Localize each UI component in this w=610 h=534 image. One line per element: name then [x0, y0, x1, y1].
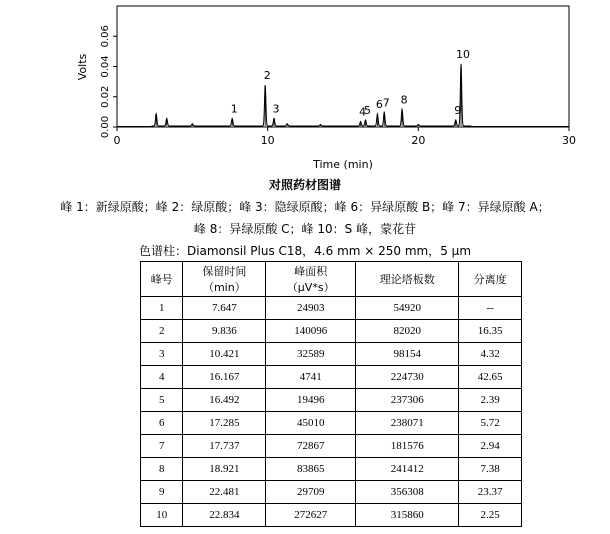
- table-cell: 22.481: [183, 481, 266, 504]
- table-cell: 6: [141, 412, 183, 435]
- table-cell: 18.921: [183, 458, 266, 481]
- table-row: [141, 458, 522, 481]
- table-row: [141, 504, 522, 527]
- table-cell: 2.94: [459, 435, 522, 458]
- x-tick-label: 20: [411, 134, 426, 147]
- table-cell: 29709: [266, 481, 356, 504]
- table-cell: 315860: [356, 504, 459, 527]
- table-cell: 54920: [356, 297, 459, 320]
- table-cell: 22.834: [183, 504, 266, 527]
- table-cell: 24903: [266, 297, 356, 320]
- table-cell: 241412: [356, 458, 459, 481]
- table-cell: 8: [141, 458, 183, 481]
- peak-label: 8: [400, 93, 408, 107]
- table-row: [141, 435, 522, 458]
- table-cell: 45010: [266, 412, 356, 435]
- table-row: [141, 389, 522, 412]
- column-header: 峰面积 （μV*s）: [266, 262, 356, 297]
- table-cell: 356308: [356, 481, 459, 504]
- table-cell: 4: [141, 366, 183, 389]
- table-cell: 9: [141, 481, 183, 504]
- y-tick-label: 0.04: [100, 55, 111, 78]
- column-header: 分离度: [459, 262, 522, 297]
- table-cell: 4.32: [459, 343, 522, 366]
- table-cell: 72867: [266, 435, 356, 458]
- table-cell: 32589: [266, 343, 356, 366]
- table-cell: 42.65: [459, 366, 522, 389]
- table-cell: 237306: [356, 389, 459, 412]
- table-cell: 17.285: [183, 412, 266, 435]
- table-cell: 272627: [266, 504, 356, 527]
- chromatogram-chart: [0, 0, 610, 175]
- table-cell: 10.421: [183, 343, 266, 366]
- peak-label: 10: [456, 47, 471, 61]
- peak-label: 1: [230, 102, 238, 116]
- table-cell: 2: [141, 320, 183, 343]
- table-row: [141, 481, 522, 504]
- table-cell: 19496: [266, 389, 356, 412]
- chart-caption-title: 对照药材图谱: [268, 178, 341, 192]
- chromatogram-trace-group: [117, 64, 569, 127]
- y-tick-label: 0.02: [100, 85, 111, 108]
- table-cell: --: [459, 297, 522, 320]
- table-cell: 140096: [266, 320, 356, 343]
- table-cell: 10: [141, 504, 183, 527]
- column-header: 峰号: [141, 262, 183, 297]
- table-cell: 224730: [356, 366, 459, 389]
- table-cell: 2.25: [459, 504, 522, 527]
- plot-frame: [117, 6, 569, 127]
- peak-legend-line-1: 峰 1：新绿原酸；峰 2：绿原酸；峰 3：隐绿原酸；峰 6：异绿原酸 B；峰 7：异绿原酸 A；: [60, 200, 550, 214]
- table-cell: 5: [141, 389, 183, 412]
- table-cell: 9.836: [183, 320, 266, 343]
- column-header: 保留时间 （min）: [183, 262, 266, 297]
- y-axis-label: Volts: [76, 53, 89, 81]
- peak-label: 2: [263, 69, 271, 83]
- x-tick-label: 0: [113, 134, 121, 147]
- table-row: [141, 412, 522, 435]
- table-cell: 238071: [356, 412, 459, 435]
- table-cell: 98154: [356, 343, 459, 366]
- table-cell: 23.37: [459, 481, 522, 504]
- table-cell: 1: [141, 297, 183, 320]
- x-tick-label: 10: [260, 134, 275, 147]
- x-tick-label: 30: [562, 134, 576, 147]
- table-row: [141, 343, 522, 366]
- table-row: [141, 320, 522, 343]
- x-axis-label: Time (min): [313, 158, 373, 171]
- table-header-row: [141, 262, 522, 297]
- table-cell: 16.35: [459, 320, 522, 343]
- peak-label: 5: [363, 103, 371, 117]
- column-info: 色谱柱：Diamonsil Plus C18，4.6 mm × 250 mm，5 μm: [138, 244, 472, 258]
- peak-legend-line-2: 峰 8：异绿原酸 C；峰 10：S 峰，蒙花苷: [193, 222, 417, 236]
- table-cell: 16.492: [183, 389, 266, 412]
- table-cell: 7.647: [183, 297, 266, 320]
- table-body: [141, 297, 522, 527]
- table-cell: 2.39: [459, 389, 522, 412]
- chromatogram-trace: [117, 64, 569, 127]
- chart-axes: [76, 6, 576, 171]
- table-cell: 181576: [356, 435, 459, 458]
- table-cell: 5.72: [459, 412, 522, 435]
- peak-label: 4: [359, 105, 367, 119]
- peak-label: 9: [454, 103, 462, 117]
- y-tick-label: 0.00: [100, 115, 111, 139]
- table-cell: 7: [141, 435, 183, 458]
- peak-parameters-table: [140, 261, 522, 527]
- table-cell: 16.167: [183, 366, 266, 389]
- table-cell: 83865: [266, 458, 356, 481]
- table-cell: 82020: [356, 320, 459, 343]
- peak-label: 7: [382, 96, 390, 110]
- table-row: [141, 297, 522, 320]
- table-row: [141, 366, 522, 389]
- table-cell: 17.737: [183, 435, 266, 458]
- peak-labels-group: [231, 48, 470, 118]
- y-tick-label: 0.06: [100, 25, 111, 48]
- peak-label: 3: [272, 102, 280, 116]
- peak-label: 6: [375, 97, 383, 111]
- table-cell: 7.38: [459, 458, 522, 481]
- column-header: 理论塔板数: [356, 262, 459, 297]
- table-cell: 3: [141, 343, 183, 366]
- table-cell: 4741: [266, 366, 356, 389]
